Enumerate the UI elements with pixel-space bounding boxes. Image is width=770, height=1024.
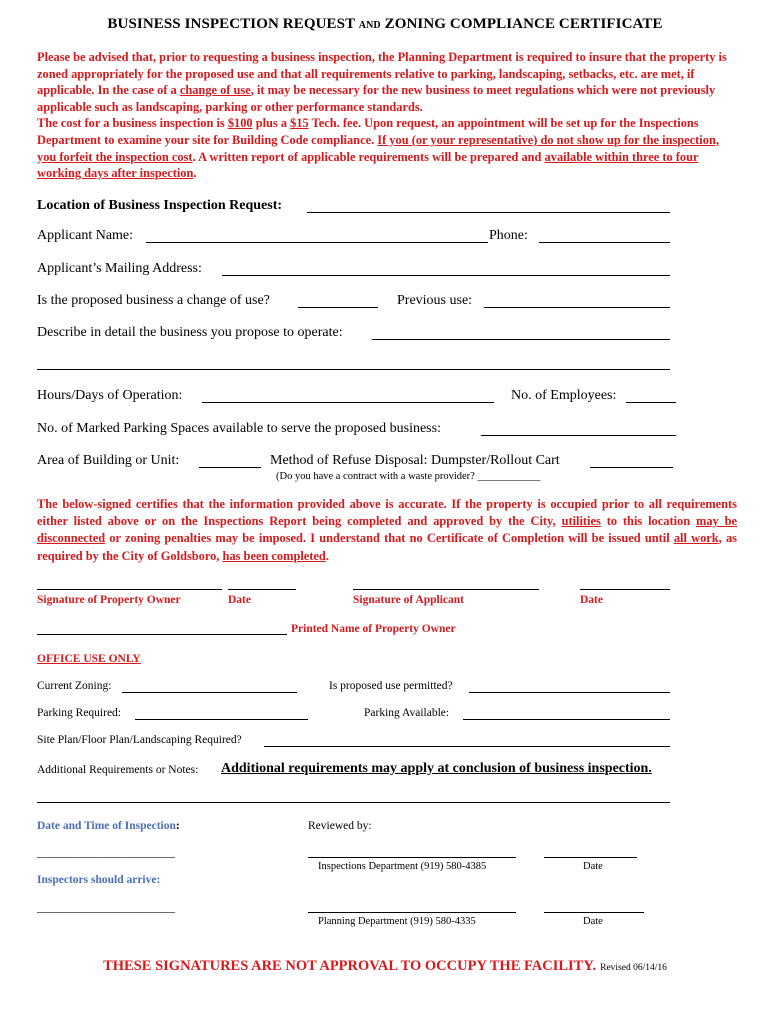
refuse-field[interactable] bbox=[590, 467, 673, 468]
applicant-date-label: Date bbox=[580, 594, 603, 606]
notice-text: , it may be necessary for the new business to meet regulations which were not previously applicable such as landscaping, parking or other performance standards. bbox=[37, 83, 716, 114]
area-label: Area of Building or Unit: bbox=[37, 453, 180, 468]
parking-available-field[interactable] bbox=[463, 719, 670, 720]
applicant-signature-field[interactable] bbox=[353, 589, 539, 590]
printed-name-field[interactable] bbox=[37, 634, 287, 635]
change-of-use-label: Is the proposed business a change of use? bbox=[37, 293, 270, 308]
office-use-heading: OFFICE USE ONLY bbox=[37, 653, 141, 665]
certify-text: or zoning penalties may be imposed. I understand that no Certificate of Completion will be issued until bbox=[105, 531, 674, 546]
current-zoning-label: Current Zoning: bbox=[37, 680, 112, 692]
current-zoning-field[interactable] bbox=[122, 692, 297, 693]
notice-text: plus a bbox=[252, 116, 291, 131]
permitted-label: Is proposed use permitted? bbox=[329, 680, 453, 692]
certify-underline: utilities bbox=[561, 514, 601, 529]
phone-field[interactable] bbox=[539, 242, 670, 243]
parking-available-label: Parking Available: bbox=[364, 707, 450, 719]
certify-text: to this location bbox=[600, 514, 696, 529]
owner-signature-label: Signature of Property Owner bbox=[37, 594, 181, 606]
inspectors-arrive-label: Inspectors should arrive: bbox=[37, 874, 161, 886]
certify-text: The below-signed certifies that the information provided above is accurate. If the property is occupied prior to all requirements either listed above or on the Inspections Report being completed and approved by the City, bbox=[37, 497, 737, 529]
location-label: Location of Business Inspection Request: bbox=[37, 198, 283, 213]
inspection-cost: $100 bbox=[227, 116, 253, 131]
hours-label: Hours/Days of Operation: bbox=[37, 388, 183, 403]
revision-date: Revised 06/14/16 bbox=[600, 963, 667, 973]
change-of-use-field[interactable] bbox=[298, 307, 378, 308]
applicant-date-field[interactable] bbox=[580, 589, 670, 590]
planning-department-label: Planning Department (919) 580-4335 bbox=[318, 916, 476, 927]
describe-label: Describe in detail the business you propose to operate: bbox=[37, 325, 343, 340]
inspections-signature-field[interactable] bbox=[308, 857, 516, 858]
waste-provider-question: (Do you have a contract with a waste provider? ____________ bbox=[276, 471, 541, 482]
planning-date-label: Date bbox=[583, 916, 603, 927]
date-time-colon: : bbox=[175, 820, 180, 832]
parking-required-field[interactable] bbox=[135, 719, 308, 720]
notice-text: Tech. fee. Upon request, an appointment will be set up for the Inspections Department to examine your site for Building Code compliance. bbox=[37, 116, 699, 147]
parking-spaces-label: No. of Marked Parking Spaces available to serve the proposed business: bbox=[37, 421, 441, 436]
notice-text: . bbox=[193, 166, 197, 181]
applicant-signature-label: Signature of Applicant bbox=[353, 594, 464, 606]
certify-text: , as required by the City of Goldsboro, bbox=[37, 531, 737, 563]
date-time-text: Date and Time of Inspection bbox=[37, 820, 176, 832]
inspectors-arrive-field[interactable]: ________________________ bbox=[37, 902, 175, 914]
footer bbox=[0, 957, 770, 975]
mailing-address-field[interactable] bbox=[222, 275, 670, 276]
notice-underline: change of use bbox=[179, 83, 251, 98]
reviewed-by-label: Reviewed by: bbox=[308, 820, 372, 832]
parking-spaces-field[interactable] bbox=[481, 435, 676, 436]
mailing-address-label: Applicant’s Mailing Address: bbox=[37, 261, 202, 276]
applicant-name-label: Applicant Name: bbox=[37, 228, 134, 243]
notice-text: The cost for a business inspection is bbox=[37, 116, 228, 131]
permitted-field[interactable] bbox=[469, 692, 670, 693]
parking-required-label: Parking Required: bbox=[37, 707, 121, 719]
owner-date-label: Date bbox=[228, 594, 251, 606]
certify-text: . bbox=[325, 548, 329, 563]
site-plan-field[interactable] bbox=[264, 746, 670, 747]
form-title bbox=[0, 16, 770, 33]
previous-use-label: Previous use: bbox=[397, 293, 473, 308]
describe-field-line-2[interactable] bbox=[37, 369, 670, 370]
certify-underline: all work bbox=[673, 531, 719, 546]
date-time-label bbox=[37, 820, 180, 832]
additional-requirements-label: Additional Requirements or Notes: bbox=[37, 764, 199, 776]
refuse-label: Method of Refuse Disposal: Dumpster/Rollout Cart bbox=[270, 453, 560, 468]
approval-disclaimer: THESE SIGNATURES ARE NOT APPROVAL TO OCCUPY THE FACILITY. bbox=[103, 958, 597, 974]
location-field[interactable] bbox=[307, 212, 670, 213]
area-field[interactable] bbox=[199, 467, 261, 468]
notice-text: Please be advised that, prior to requesting a business inspection, the Planning Department is required to insure that the property is zoned appropriately for the proposed use and that all requirements relative to parking, landscaping, setbacks, etc. are met, if applicable. In the case of a bbox=[37, 50, 727, 98]
previous-use-field[interactable] bbox=[484, 307, 670, 308]
inspections-date-label: Date bbox=[583, 861, 603, 872]
advisory-notice bbox=[37, 49, 737, 182]
certify-underline: has been completed bbox=[222, 548, 326, 563]
inspections-date-field[interactable] bbox=[544, 857, 637, 858]
printed-name-label: Printed Name of Property Owner bbox=[291, 623, 456, 635]
owner-signature-field[interactable] bbox=[37, 589, 222, 590]
planning-date-field[interactable] bbox=[544, 912, 644, 913]
describe-field[interactable] bbox=[372, 339, 670, 340]
site-plan-label: Site Plan/Floor Plan/Landscaping Required? bbox=[37, 734, 242, 746]
owner-date-field[interactable] bbox=[228, 589, 296, 590]
notice-text: . A written report of applicable requirements will be prepared and bbox=[192, 149, 545, 164]
title-part-2: ZONING COMPLIANCE CERTIFICATE bbox=[384, 16, 663, 32]
hours-field[interactable] bbox=[202, 402, 494, 403]
date-time-field[interactable]: ________________________ bbox=[37, 847, 175, 859]
employees-label: No. of Employees: bbox=[511, 388, 617, 403]
planning-signature-field[interactable] bbox=[308, 912, 516, 913]
title-and: AND bbox=[358, 20, 381, 31]
additional-requirements-note: Additional requirements may apply at conclusion of business inspection. bbox=[221, 761, 652, 776]
inspections-department-label: Inspections Department (919) 580-4385 bbox=[318, 861, 487, 872]
phone-label: Phone: bbox=[489, 228, 528, 243]
tech-fee: $15 bbox=[290, 116, 309, 131]
notice-underline: If you (or your representative) do not show up for the inspection, you forfeit the inspection cost bbox=[37, 132, 719, 164]
applicant-name-field[interactable] bbox=[146, 242, 488, 243]
employees-field[interactable] bbox=[626, 402, 676, 403]
certification-statement bbox=[37, 496, 737, 565]
notice-underline: available within three to four working days after inspection bbox=[37, 149, 699, 181]
additional-notes-field[interactable] bbox=[37, 802, 670, 803]
title-part-1: BUSINESS INSPECTION REQUEST bbox=[107, 16, 355, 32]
certify-underline: may be disconnected bbox=[37, 514, 738, 546]
